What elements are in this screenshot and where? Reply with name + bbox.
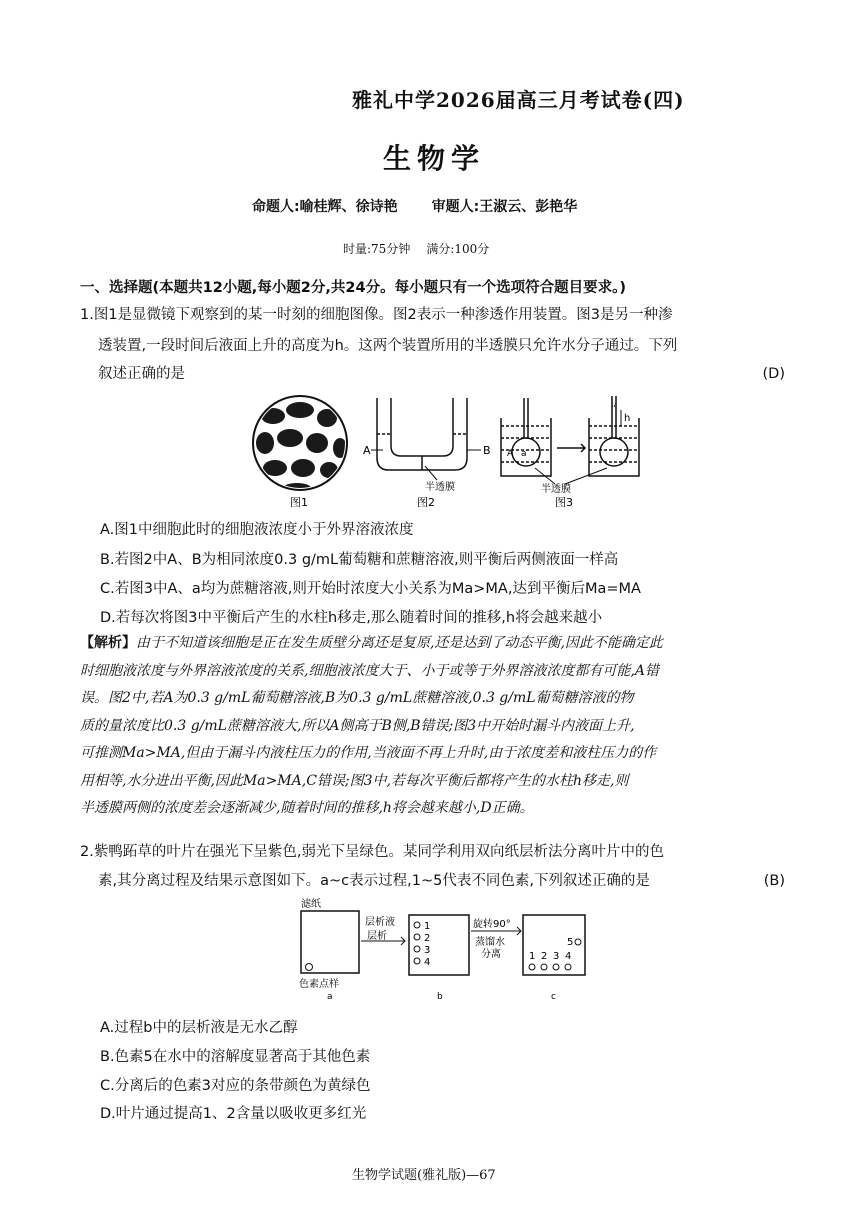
explanation-line: 由于不知道该细胞是正在发生质壁分离还是复原,还是达到了动态平衡,因此不能确定此 [136,635,663,651]
spots-b [414,922,420,964]
explanation-tag: 【解析】 [80,635,136,651]
exam-time: 时量:75分钟 [343,242,411,256]
page-footer: 生物学试题(雅礼版)—67 [352,1168,496,1183]
authors [252,196,611,216]
arrow1-bottom: 层析 [367,931,387,942]
fig3-label-h: h [624,413,631,424]
arrow1-top: 层析液 [365,917,395,928]
q2-line2 [98,869,785,894]
c-five: 5 [567,937,574,948]
b-num: 4 [424,957,431,968]
fig3-label-a3: A [507,449,514,459]
spots-c [529,964,571,970]
fig2-utube [377,398,467,480]
section-title: 一、选择题(本题共12小题,每小题2分,共24分。每小题只有一个选项符合题目要求。) [80,280,626,296]
q1-option-b: B.若图2中A、B为相同浓度0.3 g/mL葡萄糖和蔗糖溶液,则平衡后两侧液面一样高 [100,552,619,568]
fig2-label-a: A [363,444,371,457]
q2-option-b: B.色素5在水中的溶解度显著高于其他色素 [100,1049,371,1065]
fig2-membrane-label: 半透膜 [425,482,455,493]
fig1-label: 图1 [290,496,308,509]
q1-line3 [98,362,785,387]
arrow2-top: 旋转90° [473,919,511,930]
spot-a [306,964,313,971]
arrow2-bottom: 分离 [481,949,501,960]
b-num: 2 [424,933,431,944]
explanation-line: 用相等,水分进出平衡,因此Ma>MA,C错误;图3中,若每次平衡后都将产生的水柱h移走,则 [80,772,629,789]
c-num: 4 [565,951,572,962]
b-num: 3 [424,945,431,956]
q2-option-d: D.叶片通过提高1、2含量以吸收更多红光 [100,1106,367,1122]
fig2-label: 图2 [417,496,435,509]
q1-option-d: D.若每次将图3中平衡后产生的水柱h移走,那么随着时间的推移,h将会越来越小 [100,610,603,626]
b-num: 1 [424,921,431,932]
reviewer: 审题人:王淑云、彭艳华 [431,199,578,215]
exam-score: 满分:100分 [426,242,490,256]
q2-option-c: C.分离后的色素3对应的条带颜色为黄绿色 [100,1078,371,1094]
school-title: 雅礼中学2026届高三月考试卷(四) [352,88,685,112]
explanation-line: 误。图2中,若A为0.3 g/mL葡萄糖溶液,B为0.3 g/mL蔗糖溶液,0.3 g/mL葡萄糖溶液的物 [80,690,634,706]
q2-stem-end: 素,其分离过程及结果示意图如下。a~c表示过程,1~5代表不同色素,下列叙述正确的是 [98,873,650,889]
fig3-beakers [501,396,639,484]
fig-label-c: c [551,992,556,1002]
q1-explanation [80,630,785,823]
q1-answer: (D) [762,366,785,382]
paper-b [409,915,469,975]
fig-spot-label: 色素点样 [299,979,339,990]
subject-title: 生物学 [383,142,486,175]
arrow2-mid: 蒸馏水 [475,937,505,948]
setter: 命题人:喻桂辉、徐诗艳 [252,199,398,215]
q2-answer: (B) [763,873,785,889]
fig-paper-label: 滤纸 [301,899,321,910]
c-num: 2 [541,951,548,962]
q1-stem-end: 叙述正确的是 [98,366,185,382]
explanation-line: 半透膜两侧的浓度差会逐渐减少,随着时间的推移,h将会越来越小,D正确。 [80,800,534,816]
fig3-label-a: a [521,449,527,459]
fig1-cells [253,396,347,493]
fig3-membrane-label: 半透膜 [541,484,571,495]
q1-line1: 1.图1是显微镜下观察到的某一时刻的细胞图像。图2表示一种渗透作用装置。图3是另一种渗 [80,307,673,323]
q1-figure [245,388,645,513]
c-num: 3 [553,951,560,962]
paper-c [523,915,585,975]
q1-line2: 透装置,一段时间后液面上升的高度为h。这两个装置所用的半透膜只允许水分子通过。下列 [98,338,678,354]
q1-option-a: A.图1中细胞此时的细胞液浓度小于外界溶液浓度 [100,522,414,538]
q2-figure [295,897,595,1005]
fig-label-a: a [327,992,333,1002]
fig-label-b: b [437,992,443,1002]
explanation-line: 时细胞液浓度与外界溶液浓度的关系,细胞液浓度大于、小于或等于外界溶液浓度都有可能,A错 [80,662,660,679]
explanation-line: 可推测Ma>MA,但由于漏斗内液柱压力的作用,当液面不再上升时,由于浓度差和液柱压力的作 [80,745,657,761]
q1-option-c: C.若图3中A、a均为蔗糖溶液,则开始时浓度大小关系为Ma>MA,达到平衡后Ma=MA [100,581,641,597]
exam-meta [343,240,505,257]
q2-line1: 2.紫鸭跖草的叶片在强光下呈紫色,弱光下呈绿色。某同学利用双向纸层析法分离叶片中的色 [80,844,664,860]
explanation-line: 质的量浓度比0.3 g/mL蔗糖溶液大,所以A侧高于B侧,B错误;图3中开始时漏斗内液面上升, [80,717,635,734]
fig3-label: 图3 [555,496,573,509]
fig2-label-b: B [483,444,491,457]
q2-option-a: A.过程b中的层析液是无水乙醇 [100,1020,298,1036]
c-num: 1 [529,951,536,962]
